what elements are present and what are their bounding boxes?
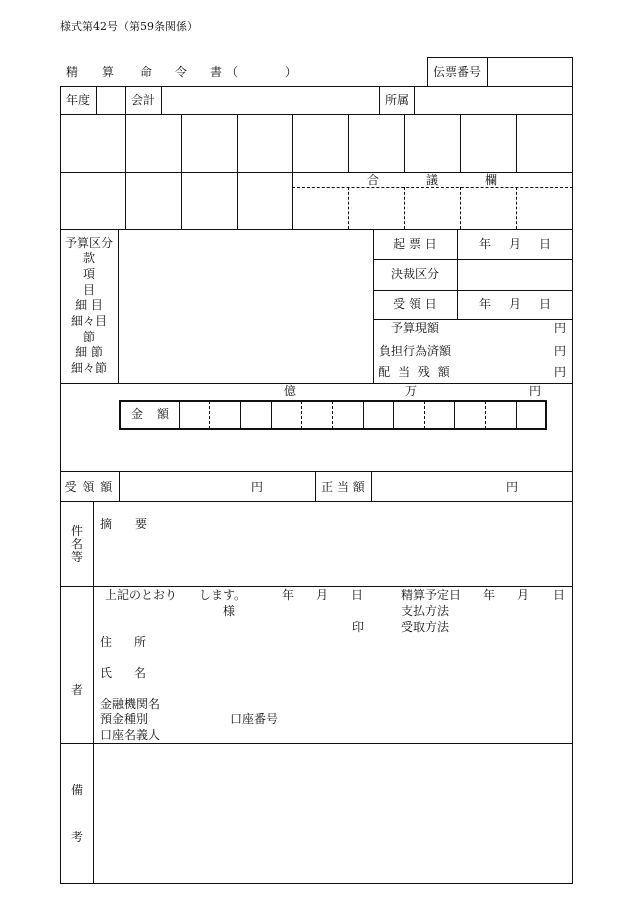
seal-mark: 印 bbox=[351, 620, 365, 634]
settlement-date-month: 月 bbox=[516, 588, 530, 602]
receipt-date-label: 受 領 日 bbox=[393, 297, 437, 311]
row-divider bbox=[60, 586, 573, 587]
remarks-label-char: 考 bbox=[70, 830, 84, 844]
receipt-date-month: 月 bbox=[508, 297, 522, 311]
account-number-label: 口座番号 bbox=[230, 712, 279, 726]
yen-unit: 円 bbox=[505, 480, 519, 494]
account-field bbox=[162, 87, 379, 114]
yen-unit: 円 bbox=[250, 480, 264, 494]
draft-date-month: 月 bbox=[508, 237, 522, 251]
budget-label: 細 目 bbox=[75, 298, 103, 312]
address-label-char: 所 bbox=[133, 635, 147, 649]
voucher-number-field bbox=[488, 58, 572, 86]
draft-date-year: 年 bbox=[478, 237, 492, 251]
settlement-date-year: 年 bbox=[482, 588, 496, 602]
digit-divider bbox=[332, 401, 333, 429]
column-divider bbox=[315, 471, 316, 502]
yen-marker: 円 bbox=[528, 384, 542, 398]
row-divider bbox=[60, 383, 573, 384]
budget-amount-label: 予算現額 bbox=[390, 321, 440, 335]
amount-box bbox=[119, 400, 547, 430]
deposit-type-label: 預金種別 bbox=[100, 712, 149, 726]
account-label: 会計 bbox=[130, 93, 156, 107]
address-label-char: 住 bbox=[99, 635, 113, 649]
form-number: 様式第42号（第59条関係） bbox=[60, 20, 198, 33]
title-char: 命 bbox=[139, 65, 153, 79]
approval-stamp-cells bbox=[61, 115, 572, 229]
bank-name-label: 金融機関名 bbox=[100, 697, 161, 711]
department-field bbox=[415, 87, 572, 114]
name-label-char: 氏 bbox=[99, 666, 113, 680]
voucher-box-left-border bbox=[427, 57, 428, 87]
digit-divider bbox=[209, 401, 210, 429]
received-amount-label: 受 領 額 bbox=[64, 480, 114, 494]
column-divider bbox=[379, 86, 380, 115]
budget-label: 項 bbox=[82, 267, 96, 281]
honorific: 様 bbox=[222, 604, 236, 618]
budget-label: 細々目 bbox=[70, 314, 108, 328]
account-holder-label: 口座名義人 bbox=[100, 728, 161, 742]
name-label-char: 名 bbox=[133, 666, 147, 680]
fiscal-year-field bbox=[97, 87, 125, 114]
title-char: 精 bbox=[65, 65, 79, 79]
form-right-border bbox=[572, 57, 573, 884]
budget-label: 目 bbox=[82, 283, 96, 297]
title-paren-close: ） bbox=[284, 65, 298, 79]
digit-divider bbox=[179, 400, 180, 430]
budget-amount-label: 負担行為済額 bbox=[378, 344, 452, 358]
title-char: 算 bbox=[101, 65, 115, 79]
column-divider bbox=[119, 471, 120, 502]
yen-unit: 円 bbox=[553, 344, 567, 358]
fiscal-year-label: 年度 bbox=[65, 93, 91, 107]
statement-suffix: します。 bbox=[199, 588, 247, 602]
digit-divider bbox=[393, 400, 394, 430]
budget-label: 節 bbox=[82, 330, 96, 344]
side-label-char: 件 bbox=[70, 524, 84, 538]
receipt-method-label: 受取方法 bbox=[401, 620, 450, 634]
row-divider bbox=[60, 501, 573, 502]
hundred-million-marker: 億 bbox=[283, 384, 297, 398]
digit-divider bbox=[485, 401, 486, 429]
summary-label-char: 要 bbox=[134, 517, 148, 531]
correct-amount-label: 正 当 額 bbox=[321, 480, 365, 494]
column-divider bbox=[371, 471, 372, 502]
title-char: 令 bbox=[174, 65, 188, 79]
summary-label-char: 摘 bbox=[99, 517, 113, 531]
row-divider bbox=[373, 259, 573, 260]
receipt-date-day: 日 bbox=[538, 297, 552, 311]
payment-method-label: 支払方法 bbox=[401, 604, 450, 618]
statement-year: 年 bbox=[281, 588, 295, 602]
department-label: 所属 bbox=[384, 93, 410, 107]
row-divider bbox=[60, 471, 573, 472]
settlement-date-label: 精算予定日 bbox=[401, 588, 462, 602]
digit-divider bbox=[271, 400, 272, 430]
statement-prefix: 上記のとおり bbox=[105, 588, 178, 602]
draft-date-label: 起 票 日 bbox=[393, 237, 437, 251]
consultation-char: 欄 bbox=[484, 173, 498, 187]
row-divider bbox=[373, 319, 573, 320]
yen-unit: 円 bbox=[553, 321, 567, 335]
remarks-label-char: 備 bbox=[70, 783, 84, 797]
side-label-char: 名 bbox=[70, 537, 84, 551]
draft-date-day: 日 bbox=[538, 237, 552, 251]
receipt-date-year: 年 bbox=[478, 297, 492, 311]
statement-month: 月 bbox=[315, 588, 329, 602]
budget-label: 款 bbox=[82, 251, 96, 265]
title-paren-open: （ bbox=[225, 65, 239, 79]
ten-thousand-marker: 万 bbox=[404, 384, 418, 398]
digit-divider bbox=[516, 400, 517, 430]
voucher-number-label: 伝票番号 bbox=[432, 65, 482, 79]
settlement-date-day: 日 bbox=[552, 588, 566, 602]
budget-label: 予算区分 bbox=[64, 236, 114, 250]
digit-divider bbox=[424, 401, 425, 429]
column-divider bbox=[457, 229, 458, 320]
approval-category-label: 決裁区分 bbox=[390, 267, 440, 281]
digit-divider bbox=[240, 400, 241, 430]
digit-divider bbox=[301, 401, 302, 429]
consultation-char: 議 bbox=[425, 173, 439, 187]
form-bottom-border bbox=[60, 883, 573, 884]
column-divider bbox=[373, 229, 374, 384]
budget-amount-label: 配 当 残 額 bbox=[378, 365, 452, 379]
digit-divider bbox=[363, 400, 364, 430]
amount-label-char: 額 bbox=[156, 407, 170, 421]
remarks-field bbox=[94, 744, 572, 883]
yen-unit: 円 bbox=[553, 365, 567, 379]
budget-label: 細々節 bbox=[70, 361, 108, 375]
budget-classification-field bbox=[119, 230, 373, 383]
title-char: 書 bbox=[209, 65, 223, 79]
claimant-side-label: 者 bbox=[70, 683, 84, 697]
budget-label: 細 節 bbox=[75, 345, 103, 359]
amount-label-char: 金 bbox=[130, 407, 144, 421]
statement-day: 日 bbox=[350, 588, 364, 602]
side-label-char: 等 bbox=[70, 550, 84, 564]
row-divider bbox=[373, 290, 573, 291]
digit-divider bbox=[454, 400, 455, 430]
consultation-char: 合 bbox=[366, 173, 380, 187]
